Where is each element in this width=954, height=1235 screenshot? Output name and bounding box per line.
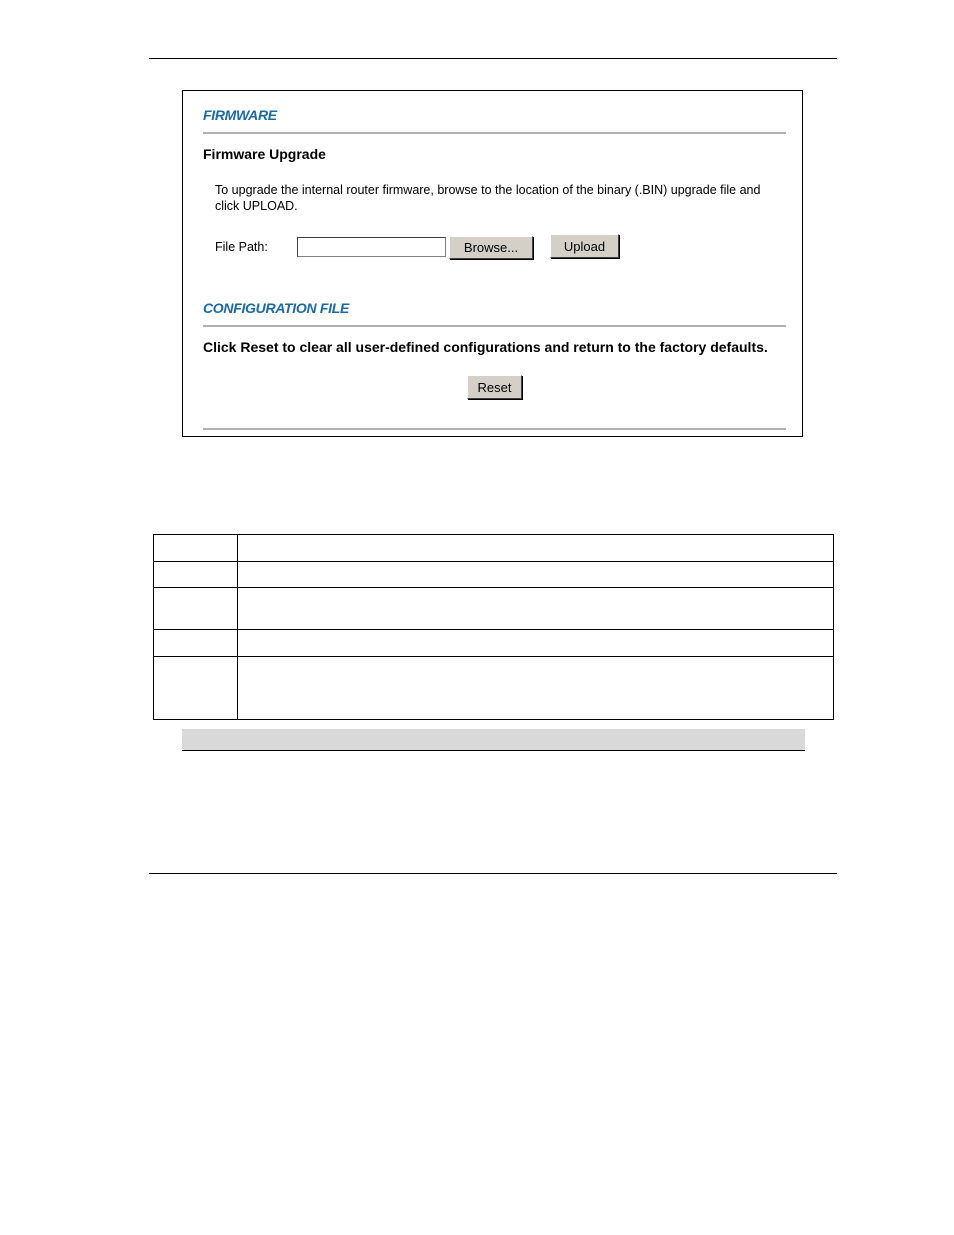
page-header-rule bbox=[149, 58, 837, 59]
firmware-panel bbox=[182, 90, 803, 437]
table-cell-description bbox=[238, 630, 834, 657]
table-row bbox=[154, 630, 834, 657]
table-cell-description bbox=[238, 535, 834, 562]
firmware-upgrade-title: Firmware Upgrade bbox=[203, 146, 326, 162]
table-cell-label bbox=[154, 588, 238, 630]
note-bar bbox=[182, 729, 805, 751]
table-row bbox=[154, 657, 834, 720]
reset-button[interactable]: Reset bbox=[467, 375, 522, 399]
table-row bbox=[154, 588, 834, 630]
config-divider bbox=[203, 325, 786, 327]
table-cell-description bbox=[238, 657, 834, 720]
firmware-divider bbox=[203, 132, 786, 134]
table-row bbox=[154, 562, 834, 588]
field-description-table bbox=[153, 534, 834, 720]
upload-button[interactable]: Upload bbox=[550, 234, 619, 258]
table-cell-label bbox=[154, 657, 238, 720]
reset-instructions: Click Reset to clear all user-defined configurations and return to the factory defaults. bbox=[203, 339, 768, 355]
page-footer-rule bbox=[149, 873, 837, 874]
table-cell-label bbox=[154, 630, 238, 657]
browse-button[interactable]: Browse... bbox=[449, 236, 533, 259]
table-cell-label bbox=[154, 535, 238, 562]
table-cell-label bbox=[154, 562, 238, 588]
file-path-label: File Path: bbox=[215, 240, 268, 254]
panel-bottom-divider bbox=[203, 428, 786, 430]
file-path-input[interactable] bbox=[297, 237, 446, 257]
firmware-instructions: To upgrade the internal router firmware, browse to the location of the binary (.BIN) upgrade file and click UPLOAD. bbox=[215, 183, 761, 213]
config-section-title: CONFIGURATION FILE bbox=[203, 300, 349, 316]
table-cell-description bbox=[238, 562, 834, 588]
firmware-section-title: FIRMWARE bbox=[203, 107, 277, 123]
table-row bbox=[154, 535, 834, 562]
table-cell-description bbox=[238, 588, 834, 630]
